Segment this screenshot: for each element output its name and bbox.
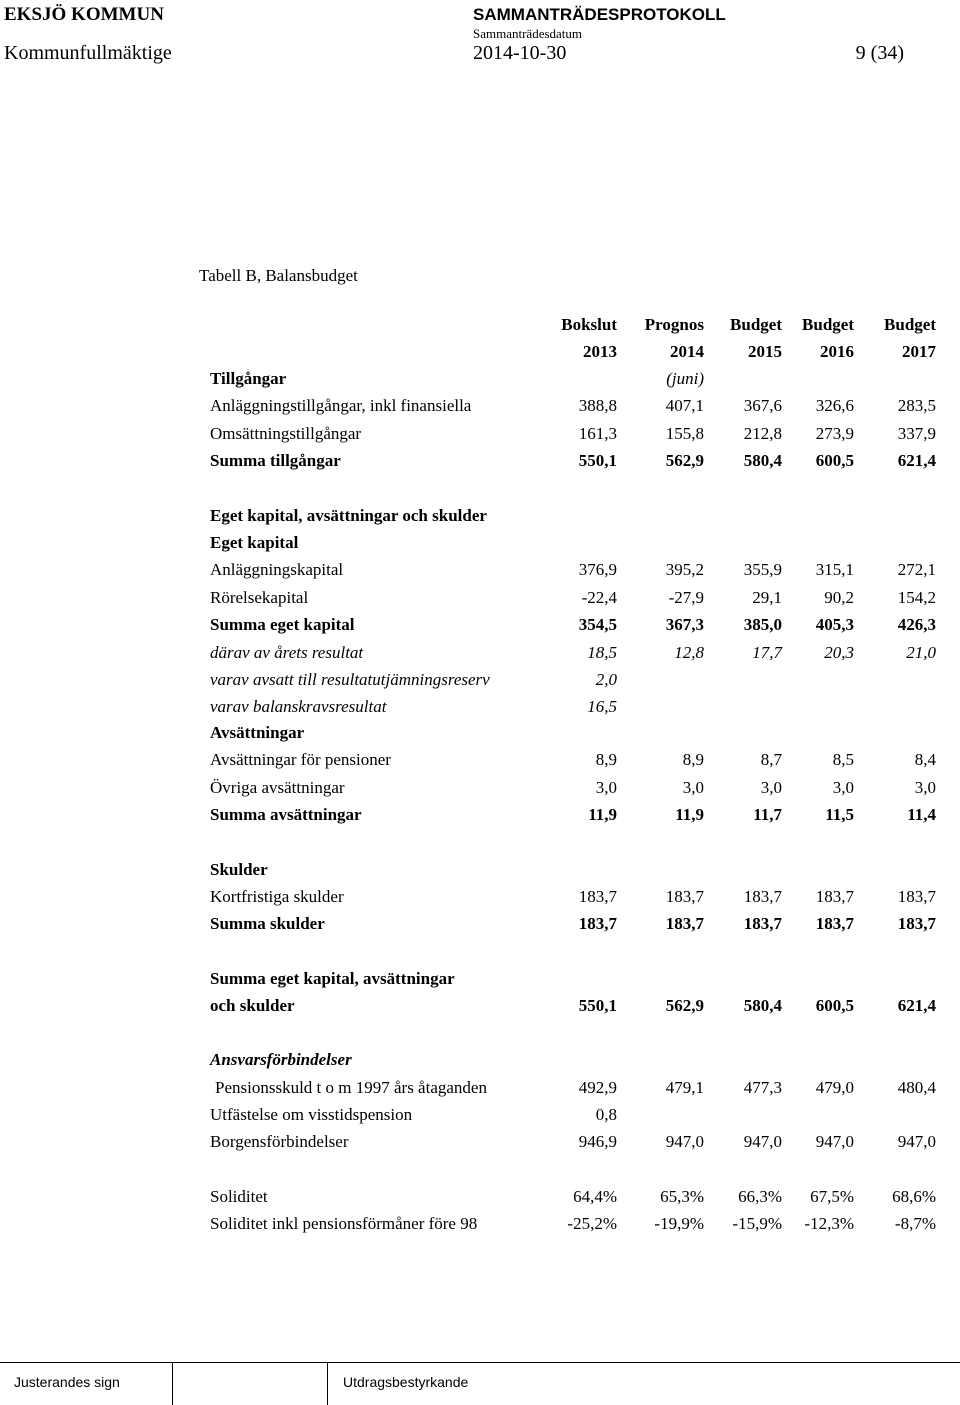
row-label: Omsättningstillgångar bbox=[210, 424, 362, 443]
row-value: -15,9% bbox=[732, 1214, 782, 1233]
row-value: 3,0 bbox=[914, 778, 936, 797]
divider bbox=[172, 1363, 173, 1405]
table-row bbox=[0, 1078, 960, 1105]
column-header-row-1 bbox=[0, 315, 960, 342]
divider bbox=[327, 1363, 328, 1405]
row-label: varav balanskravsresultat bbox=[210, 697, 387, 716]
signature-footer bbox=[0, 1362, 960, 1405]
row-value: 405,3 bbox=[815, 615, 854, 634]
row-label: Summa eget kapital, avsättningar bbox=[210, 969, 455, 988]
sign-label: Justerandes sign bbox=[14, 1374, 120, 1390]
row-label: Summa avsättningar bbox=[210, 805, 362, 824]
row-label: därav av årets resultat bbox=[210, 643, 364, 662]
row-value: 8,9 bbox=[595, 750, 617, 769]
row-value: 212,8 bbox=[743, 424, 782, 443]
row-value: 68,6% bbox=[892, 1187, 936, 1206]
col-header: Budget bbox=[802, 315, 854, 334]
table-row bbox=[0, 424, 960, 451]
table-caption: Tabell B, Balansbudget bbox=[199, 266, 358, 285]
row-value: 621,4 bbox=[897, 996, 936, 1015]
row-value: 155,8 bbox=[665, 424, 704, 443]
row-value: 947,0 bbox=[665, 1132, 704, 1151]
row-label: och skulder bbox=[210, 996, 295, 1015]
table-row bbox=[0, 560, 960, 587]
row-value: 90,2 bbox=[824, 588, 854, 607]
row-value: 388,8 bbox=[578, 396, 617, 415]
extract-label: Utdragsbestyrkande bbox=[343, 1374, 469, 1390]
row-value: 426,3 bbox=[897, 615, 936, 634]
section-heading bbox=[0, 533, 960, 560]
col-year: 2016 bbox=[820, 342, 854, 361]
row-label: Övriga avsättningar bbox=[210, 778, 345, 797]
row-value: 67,5% bbox=[810, 1187, 854, 1206]
row-value: 11,4 bbox=[907, 805, 936, 824]
table-row bbox=[0, 969, 960, 996]
row-value: 354,5 bbox=[578, 615, 617, 634]
row-value: 11,5 bbox=[825, 805, 854, 824]
col-header: Bokslut bbox=[561, 315, 617, 334]
row-value: -12,3% bbox=[804, 1214, 854, 1233]
row-value: -25,2% bbox=[567, 1214, 617, 1233]
row-value: 20,3 bbox=[824, 643, 854, 662]
org-name: EKSJÖ KOMMUN bbox=[4, 4, 164, 25]
table-row bbox=[0, 697, 960, 724]
row-label: Borgensförbindelser bbox=[210, 1132, 349, 1151]
row-value: -19,9% bbox=[654, 1214, 704, 1233]
row-value: 550,1 bbox=[578, 996, 617, 1015]
table-row bbox=[0, 1187, 960, 1214]
row-value: 337,9 bbox=[897, 424, 936, 443]
row-label: Eget kapital, avsättningar och skulder bbox=[210, 506, 487, 525]
table-row bbox=[0, 778, 960, 805]
col-header: Budget bbox=[730, 315, 782, 334]
table-row bbox=[0, 615, 960, 642]
row-label: Summa tillgångar bbox=[210, 451, 341, 470]
table-row bbox=[0, 887, 960, 914]
col-year: 2017 bbox=[902, 342, 936, 361]
row-value: 479,0 bbox=[815, 1078, 854, 1097]
row-value: 8,4 bbox=[914, 750, 936, 769]
row-value: 326,6 bbox=[815, 396, 854, 415]
row-label: Eget kapital bbox=[210, 533, 299, 552]
table-row bbox=[0, 1132, 960, 1159]
row-value: 947,0 bbox=[897, 1132, 936, 1151]
row-label: Rörelsekapital bbox=[210, 588, 309, 607]
section-heading bbox=[0, 860, 960, 887]
row-value: 16,5 bbox=[587, 697, 617, 716]
row-value: 480,4 bbox=[897, 1078, 936, 1097]
row-value: 947,0 bbox=[815, 1132, 854, 1151]
row-value: 580,4 bbox=[743, 451, 782, 470]
section-heading bbox=[0, 723, 960, 750]
section-heading bbox=[0, 1050, 960, 1077]
col-header: Prognos bbox=[644, 315, 704, 334]
row-value: 183,7 bbox=[665, 914, 704, 933]
row-value: 183,7 bbox=[665, 887, 704, 906]
row-value: 64,4% bbox=[573, 1187, 617, 1206]
row-value: 183,7 bbox=[743, 887, 782, 906]
doc-type: SAMMANTRÄDESPROTOKOLL bbox=[473, 5, 726, 24]
row-value: 479,1 bbox=[665, 1078, 704, 1097]
body-name: Kommunfullmäktige bbox=[4, 42, 172, 64]
row-value: 17,7 bbox=[752, 643, 782, 662]
row-value: 283,5 bbox=[897, 396, 936, 415]
column-header-row-2 bbox=[0, 342, 960, 369]
col-header: Budget bbox=[884, 315, 936, 334]
row-value: 947,0 bbox=[743, 1132, 782, 1151]
table-row bbox=[0, 670, 960, 697]
row-value: 183,7 bbox=[743, 914, 782, 933]
col-year: 2015 bbox=[748, 342, 782, 361]
row-value: 183,7 bbox=[815, 914, 854, 933]
row-value: 11,9 bbox=[675, 805, 704, 824]
row-label: Anläggningstillgångar, inkl finansiella bbox=[210, 396, 472, 415]
row-label: Avsättningar för pensioner bbox=[210, 750, 391, 769]
row-label: Soliditet inkl pensionsförmåner före 98 bbox=[210, 1214, 478, 1233]
row-value: 600,5 bbox=[815, 996, 854, 1015]
row-value: 355,9 bbox=[743, 560, 782, 579]
row-label: Utfästelse om visstidspension bbox=[210, 1105, 413, 1124]
row-value: 600,5 bbox=[815, 451, 854, 470]
table-row bbox=[0, 588, 960, 615]
row-value: 315,1 bbox=[815, 560, 854, 579]
row-value: 477,3 bbox=[743, 1078, 782, 1097]
row-value: 621,4 bbox=[897, 451, 936, 470]
table-row bbox=[0, 643, 960, 670]
row-value: 66,3% bbox=[738, 1187, 782, 1206]
table-row bbox=[0, 805, 960, 832]
row-value: 272,1 bbox=[897, 560, 936, 579]
row-value: 18,5 bbox=[587, 643, 617, 662]
row-label: Summa eget kapital bbox=[210, 615, 355, 634]
row-label: varav avsatt till resultatutjämningsreserv bbox=[210, 670, 490, 689]
row-value: 562,9 bbox=[665, 451, 704, 470]
row-value: -27,9 bbox=[668, 588, 704, 607]
row-value: 3,0 bbox=[595, 778, 617, 797]
row-value: 492,9 bbox=[578, 1078, 617, 1097]
row-value: 3,0 bbox=[682, 778, 704, 797]
row-label: Skulder bbox=[210, 860, 268, 879]
table-row bbox=[0, 396, 960, 423]
page-number: 9 (34) bbox=[855, 42, 904, 64]
row-value: 12,8 bbox=[674, 643, 704, 662]
row-value: 8,7 bbox=[760, 750, 782, 769]
row-value: 407,1 bbox=[665, 396, 704, 415]
row-label: Summa skulder bbox=[210, 914, 325, 933]
row-value: 367,3 bbox=[665, 615, 704, 634]
row-value: 8,5 bbox=[832, 750, 854, 769]
row-value: 3,0 bbox=[760, 778, 782, 797]
row-label: Kortfristiga skulder bbox=[210, 887, 344, 906]
table-row bbox=[0, 1105, 960, 1132]
row-value: 550,1 bbox=[578, 451, 617, 470]
row-value: 183,7 bbox=[815, 887, 854, 906]
row-value: 376,9 bbox=[578, 560, 617, 579]
table-row bbox=[0, 996, 960, 1023]
row-value: 385,0 bbox=[743, 615, 782, 634]
row-value: 183,7 bbox=[897, 887, 936, 906]
col-year: 2013 bbox=[583, 342, 617, 361]
row-value: 183,7 bbox=[578, 914, 617, 933]
row-value: 367,6 bbox=[743, 396, 782, 415]
row-label: Tillgångar bbox=[210, 369, 287, 388]
row-label: Soliditet bbox=[210, 1187, 268, 1206]
row-label: Ansvarsförbindelser bbox=[210, 1050, 352, 1069]
row-value: 29,1 bbox=[752, 588, 782, 607]
row-value: 0,8 bbox=[595, 1105, 617, 1124]
row-value: 11,7 bbox=[753, 805, 782, 824]
col-year: 2014 bbox=[670, 342, 704, 361]
row-label: Avsättningar bbox=[210, 723, 305, 742]
meeting-date: 2014-10-30 bbox=[473, 42, 567, 64]
row-value: 11,9 bbox=[588, 805, 617, 824]
row-value: (juni) bbox=[666, 369, 704, 388]
row-value: 2,0 bbox=[595, 670, 617, 689]
table-row bbox=[0, 1214, 960, 1241]
table-row bbox=[0, 369, 960, 396]
row-value: 3,0 bbox=[832, 778, 854, 797]
row-value: 183,7 bbox=[578, 887, 617, 906]
row-value: 395,2 bbox=[665, 560, 704, 579]
row-value: -8,7% bbox=[894, 1214, 936, 1233]
row-value: 946,9 bbox=[578, 1132, 617, 1151]
row-value: 161,3 bbox=[578, 424, 617, 443]
row-value: 562,9 bbox=[665, 996, 704, 1015]
table-row bbox=[0, 451, 960, 478]
row-value: 183,7 bbox=[897, 914, 936, 933]
row-value: 154,2 bbox=[897, 588, 936, 607]
date-label: Sammanträdesdatum bbox=[473, 26, 583, 41]
table-row bbox=[0, 914, 960, 941]
row-value: 65,3% bbox=[660, 1187, 704, 1206]
table-row bbox=[0, 750, 960, 777]
row-value: -22,4 bbox=[581, 588, 617, 607]
row-value: 273,9 bbox=[815, 424, 854, 443]
row-value: 580,4 bbox=[743, 996, 782, 1015]
section-heading bbox=[0, 506, 960, 533]
row-label: Anläggningskapital bbox=[210, 560, 344, 579]
row-label: Pensionsskuld t o m 1997 års åtaganden bbox=[215, 1078, 487, 1097]
row-value: 8,9 bbox=[682, 750, 704, 769]
row-value: 21,0 bbox=[906, 643, 936, 662]
